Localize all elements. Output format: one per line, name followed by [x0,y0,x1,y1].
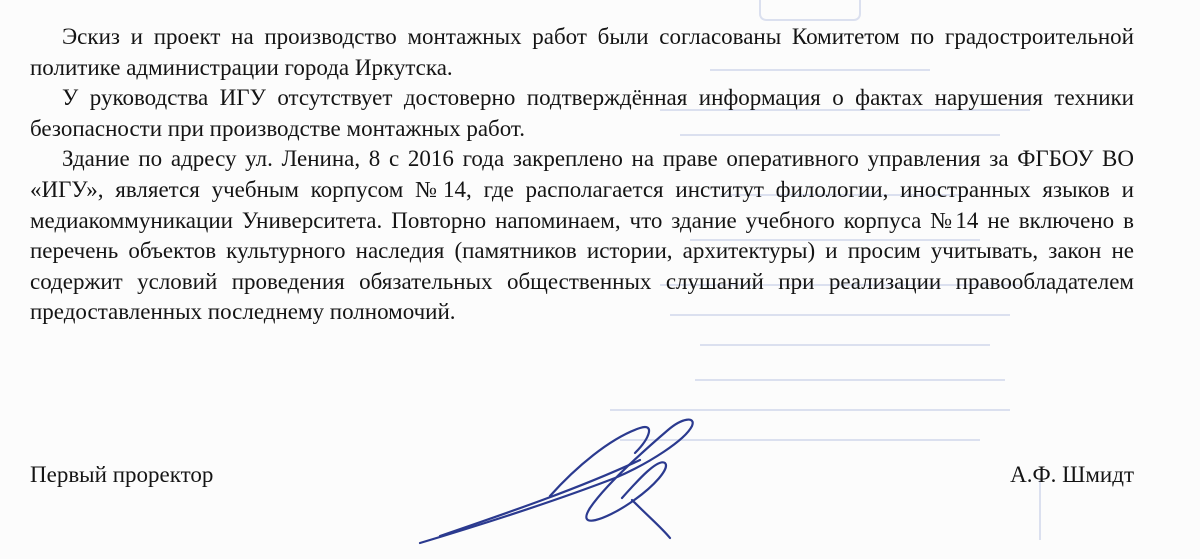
signature-block [30,462,1134,496]
signatory-position: Первый проректор [30,462,214,487]
paragraph-2: У руководства ИГУ отсутствует достоверно подтверждённая информация о фактах нарушения техники безопасности при производстве монтажных работ. [30,85,1134,141]
paragraph-1: Эскиз и проект на производство монтажных работ были согласованы Комитетом по градостроительной политике администрации города Иркутска. [30,24,1134,80]
signatory-name: А.Ф. Шмидт [1010,462,1134,487]
paragraph-3: Здание по адресу ул. Ленина, 8 с 2016 года закреплено на праве оперативного управления за ФГБОУ ВО «ИГУ», является учебным корпусом №14, где располагается институт филологии, иностранных языков и медиакоммуникации Университета. Повторно напоминаем, что здание учебного корпуса №14 не включено в перечень объектов культурного наследия (памятников истории, архитектуры) и просим учитывать, закон не содержит условий проведения обязательных общественных слушаний при реализации правообладателем предоставленных последнему полномочий. [30,146,1134,325]
letter-body [30,22,1134,328]
